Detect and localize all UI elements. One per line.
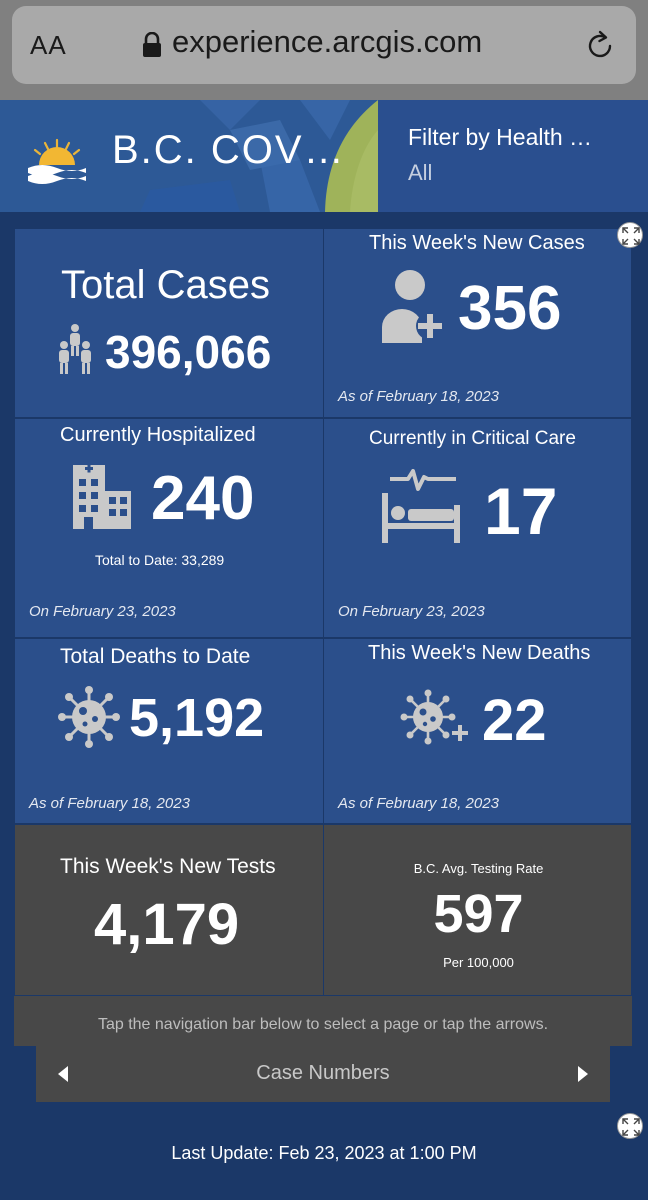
total-deaths-date: As of February 18, 2023 <box>29 795 190 812</box>
arrow-right-icon[interactable] <box>576 1064 590 1084</box>
new-tests-value: 4,179 <box>94 892 240 957</box>
critical-care-date: On February 23, 2023 <box>338 603 485 620</box>
current-page-label[interactable]: Case Numbers <box>256 1062 390 1084</box>
new-cases-value: 356 <box>458 274 562 343</box>
virus-icon <box>57 685 121 749</box>
last-update-text: Last Update: Feb 23, 2023 at 1:00 PM <box>171 1143 477 1163</box>
new-deaths-value: 22 <box>482 688 547 753</box>
virus-add-icon <box>400 689 472 747</box>
total-cases-card <box>14 228 324 418</box>
testing-rate-card <box>323 824 632 996</box>
hospitalized-date: On February 23, 2023 <box>29 603 176 620</box>
new-deaths-title: This Week's New Deaths <box>368 642 591 664</box>
url-text[interactable]: experience.arcgis.com <box>172 24 483 59</box>
new-deaths-card <box>323 638 632 824</box>
new-tests-title: This Week's New Tests <box>60 855 276 878</box>
text-size-button[interactable]: AA <box>30 30 67 60</box>
new-cases-title: This Week's New Cases <box>369 232 585 254</box>
total-cases-value: 396,066 <box>105 326 272 378</box>
testing-rate-subtext: Per 100,000 <box>443 955 514 970</box>
lock-icon <box>142 32 162 58</box>
navigation-hint: Tap the navigation bar below to select a page or tap the arrows. <box>97 1016 549 1033</box>
person-add-icon <box>380 269 446 345</box>
total-deaths-card <box>14 638 324 824</box>
people-icon <box>57 323 93 379</box>
reload-icon[interactable] <box>584 28 616 62</box>
total-deaths-value: 5,192 <box>129 688 265 748</box>
filter-value[interactable]: All <box>408 160 433 185</box>
critical-care-title: Currently in Critical Care <box>369 428 576 449</box>
hospitalized-card <box>14 418 324 638</box>
expand-icon[interactable] <box>617 1113 643 1139</box>
total-cases-title: Total Cases <box>61 263 270 307</box>
health-authority-filter[interactable] <box>380 100 648 212</box>
testing-rate-value: 597 <box>433 884 524 944</box>
dashboard-title: B.C. COV… <box>112 128 346 172</box>
new-cases-card <box>323 228 632 418</box>
filter-label[interactable]: Filter by Health … <box>408 124 593 150</box>
critical-care-card <box>323 418 632 638</box>
total-deaths-title: Total Deaths to Date <box>60 645 251 668</box>
hospitalized-value: 240 <box>151 464 255 533</box>
hospitalized-total-to-date: Total to Date: 33,289 <box>95 552 225 568</box>
critical-care-value: 17 <box>484 474 558 548</box>
hospitalized-title: Currently Hospitalized <box>60 424 256 446</box>
hospital-bed-icon <box>380 469 462 545</box>
bc-logo <box>26 138 88 184</box>
new-cases-date: As of February 18, 2023 <box>338 388 499 405</box>
testing-rate-title: B.C. Avg. Testing Rate <box>413 861 544 876</box>
hospital-icon <box>71 461 133 531</box>
new-tests-card <box>14 824 324 996</box>
expand-icon[interactable] <box>617 222 643 248</box>
new-deaths-date: As of February 18, 2023 <box>338 795 499 812</box>
